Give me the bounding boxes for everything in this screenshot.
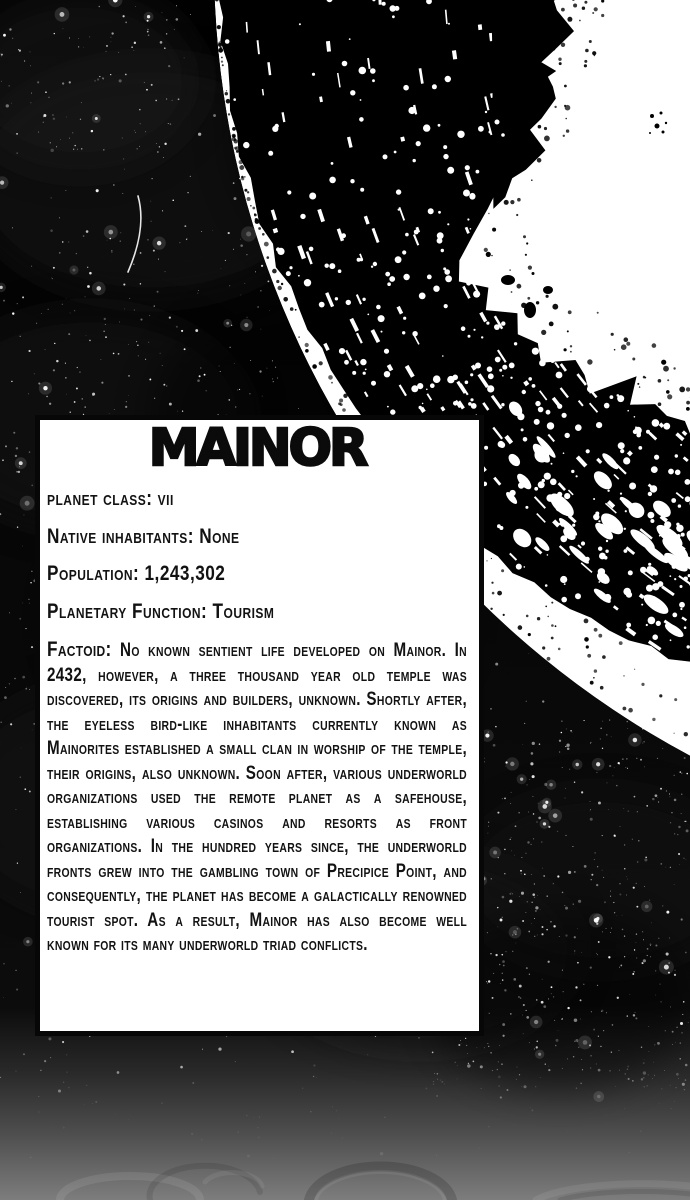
planet-factoid <box>47 637 467 958</box>
factoid-label: Factoid: <box>47 637 112 661</box>
planet-name-title: MAINOR <box>148 419 366 478</box>
stat-planet-class: planet class: vii <box>47 486 174 510</box>
factoid-text: No known sentient life developed on Mainor. In 2432, however, a three thousand year old temple was discovered, its origins and builders, unknown. Shortly after, the eyeless bird-like inhabitants currently known as Mainorites established a small clan in worship of the temple, their origins, also unknown. Soon after, various underworld organizations used the remote planet as a safehouse, establishing various casinos and resorts as front organizations. In the hundred years since, the underworld fronts grew into the gambling town of Precipice Point, and consequently, the planet has become a galactically renowned tourist spot. As a result, Mainor has also become well known for its many underworld triad conflicts. <box>47 640 467 955</box>
planet-info-card <box>35 415 484 1036</box>
planet-stats <box>47 487 467 622</box>
stat-native-inhabitants: Native inhabitants: None <box>47 523 240 548</box>
stat-population: Population: 1,243,302 <box>47 561 226 585</box>
stat-planetary-function: Planetary Function: Tourism <box>47 598 275 623</box>
